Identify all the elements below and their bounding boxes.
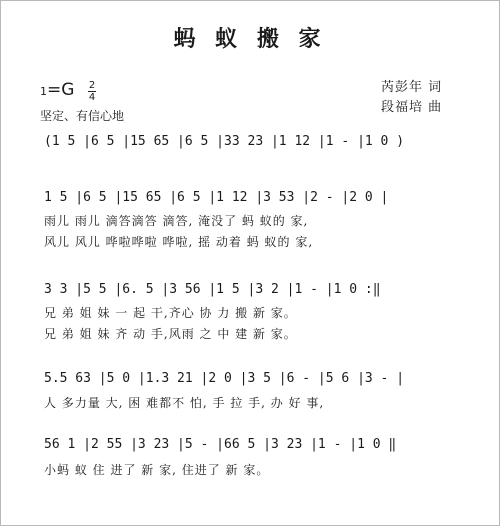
tempo-marking: 坚定、有信心地: [40, 109, 125, 123]
notation-row-4: 5.5 63 |5 0 |1.3 21 |2 0 |3 5 |6 - |5 6 |3 - |: [44, 371, 405, 386]
lyric-row-5: 小蚂 蚁 住 进了 新 家, 住进了 新 家。: [44, 463, 270, 477]
time-signature: [88, 81, 96, 102]
notation-row-5: 56 1 |2 55 |3 23 |5 - |66 5 |3 23 |1 - |1 0 ‖: [44, 437, 397, 452]
meter-top: 2: [88, 80, 96, 91]
notation-row-2: 1 5 |6 5 |15 65 |6 5 |1 12 |3 53 |2 - |2 0 |: [44, 190, 389, 205]
notation-row-3: 3 3 |5 5 |6. 5 |3 56 |1 5 |3 2 |1 - |1 0 :‖: [44, 282, 381, 297]
lyric-row-3-verse-2: 兄 弟 姐 妹 齐 动 手,风雨 之 中 建 新 家。: [44, 327, 297, 341]
lyric-row-2-verse-1: 雨儿 雨儿 滴答滴答 滴答, 淹没了 蚂 蚁的 家,: [44, 214, 309, 228]
song-title: 蚂 蚁 搬 家: [173, 26, 327, 52]
lyric-row-4: 人 多力量 大, 困 难都不 怕, 手 拉 手, 办 好 事,: [44, 396, 325, 410]
lyric-row-3-verse-1: 兄 弟 姐 妹 一 起 干,齐心 协 力 搬 新 家。: [44, 306, 297, 320]
key-note: =G: [47, 80, 75, 100]
key-prefix: 1: [40, 85, 47, 98]
composer-credit: 段福培 曲: [381, 100, 443, 115]
lyricist-credit: 芮彭年 词: [381, 80, 443, 95]
meter-bottom: 4: [88, 92, 96, 103]
key-signature: [40, 80, 74, 100]
notation-row-1: (1 5 |6 5 |15 65 |6 5 |33 23 |1 12 |1 - |1 0 ): [44, 134, 405, 149]
lyric-row-2-verse-2: 风儿 风儿 哗啦哗啦 哗啦, 摇 动着 蚂 蚁的 家,: [44, 235, 314, 249]
